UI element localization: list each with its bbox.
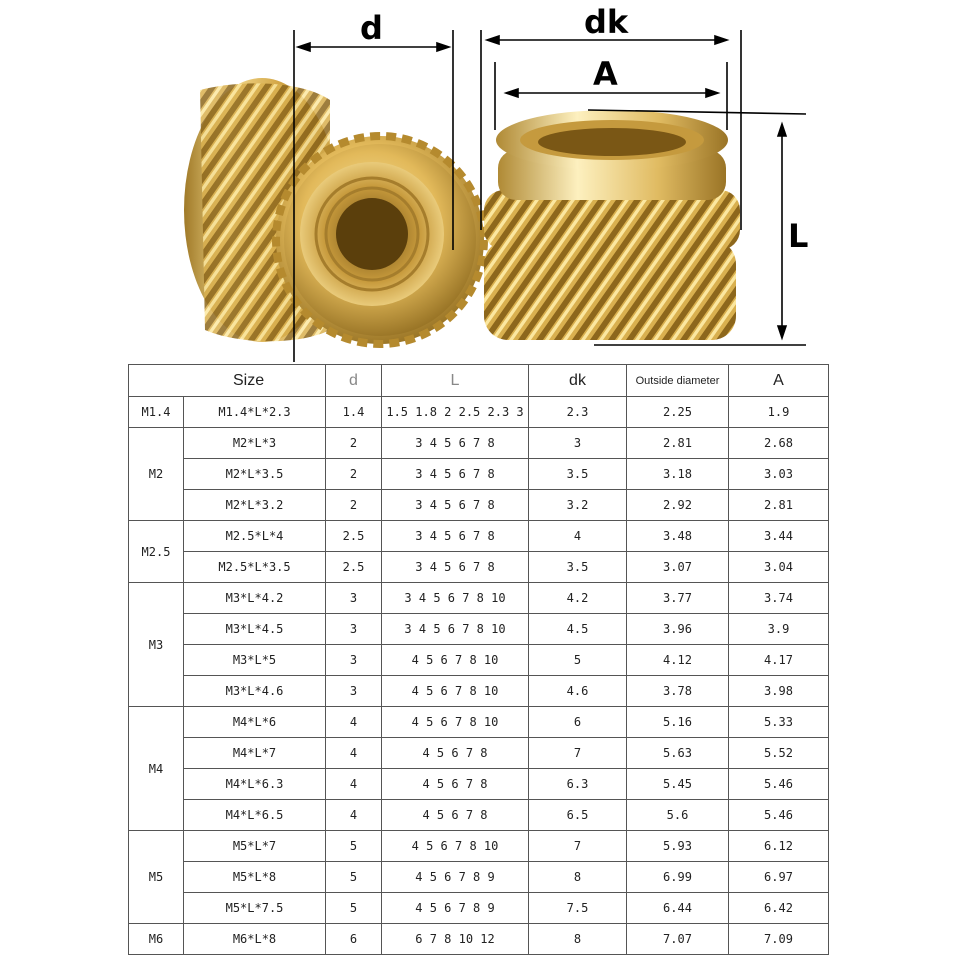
dimension-label-l: L xyxy=(788,217,809,255)
length-options-cell: 1.5 1.8 2 2.5 2.3 3 xyxy=(382,397,529,428)
d-cell: 2.5 xyxy=(326,521,382,552)
size-cell: M3*L*4.2 xyxy=(184,583,326,614)
a-cell: 3.74 xyxy=(729,583,829,614)
dk-cell: 3 xyxy=(529,428,627,459)
a-cell: 1.9 xyxy=(729,397,829,428)
insert-side-view xyxy=(484,110,740,340)
table-row xyxy=(129,614,829,645)
table-row xyxy=(129,862,829,893)
d-cell: 3 xyxy=(326,676,382,707)
size-cell: M3*L*4.6 xyxy=(184,676,326,707)
dk-cell: 3.2 xyxy=(529,490,627,521)
length-options-cell: 3 4 5 6 7 8 xyxy=(382,521,529,552)
d-cell: 4 xyxy=(326,769,382,800)
table-row xyxy=(129,645,829,676)
a-cell: 3.9 xyxy=(729,614,829,645)
table-body xyxy=(129,397,829,955)
d-cell: 2 xyxy=(326,459,382,490)
dk-cell: 5 xyxy=(529,645,627,676)
size-cell: M3*L*4.5 xyxy=(184,614,326,645)
d-cell: 3 xyxy=(326,614,382,645)
outside-diameter-cell: 3.77 xyxy=(627,583,729,614)
dimension-label-d: d xyxy=(360,9,383,47)
table-row xyxy=(129,831,829,862)
size-cell: M4*L*6.5 xyxy=(184,800,326,831)
d-cell: 2 xyxy=(326,490,382,521)
outside-diameter-cell: 3.48 xyxy=(627,521,729,552)
header-dk: dk xyxy=(529,365,627,397)
dk-cell: 8 xyxy=(529,862,627,893)
a-cell: 3.04 xyxy=(729,552,829,583)
dk-cell: 4.2 xyxy=(529,583,627,614)
dk-cell: 7.5 xyxy=(529,893,627,924)
dimension-label-dk: dk xyxy=(584,3,629,41)
a-cell: 5.46 xyxy=(729,800,829,831)
dk-cell: 8 xyxy=(529,924,627,955)
dimension-label-a: A xyxy=(593,55,618,93)
outside-diameter-cell: 7.07 xyxy=(627,924,729,955)
a-cell: 5.52 xyxy=(729,738,829,769)
size-cell: M4*L*7 xyxy=(184,738,326,769)
outside-diameter-cell: 2.25 xyxy=(627,397,729,428)
length-options-cell: 4 5 6 7 8 9 xyxy=(382,862,529,893)
size-cell: M2.5*L*3.5 xyxy=(184,552,326,583)
d-cell: 5 xyxy=(326,862,382,893)
header-d: d xyxy=(326,365,382,397)
outside-diameter-cell: 5.63 xyxy=(627,738,729,769)
outside-diameter-cell: 3.96 xyxy=(627,614,729,645)
dk-cell: 4.5 xyxy=(529,614,627,645)
table-row xyxy=(129,521,829,552)
size-cell: M4*L*6.3 xyxy=(184,769,326,800)
length-options-cell: 4 5 6 7 8 xyxy=(382,769,529,800)
header-size: Size xyxy=(129,365,326,397)
header-l: L xyxy=(382,365,529,397)
dk-cell: 7 xyxy=(529,738,627,769)
length-options-cell: 4 5 6 7 8 10 xyxy=(382,676,529,707)
size-cell: M2.5*L*4 xyxy=(184,521,326,552)
spec-table xyxy=(128,364,829,955)
a-cell: 6.97 xyxy=(729,862,829,893)
a-cell: 2.68 xyxy=(729,428,829,459)
thread-group-cell: M3 xyxy=(129,583,184,707)
length-options-cell: 3 4 5 6 7 8 xyxy=(382,490,529,521)
length-options-cell: 4 5 6 7 8 xyxy=(382,800,529,831)
length-options-cell: 3 4 5 6 7 8 xyxy=(382,428,529,459)
dk-cell: 4.6 xyxy=(529,676,627,707)
size-cell: M4*L*6 xyxy=(184,707,326,738)
insert-face-view xyxy=(184,78,484,344)
header-a: A xyxy=(729,365,829,397)
outside-diameter-cell: 3.18 xyxy=(627,459,729,490)
outside-diameter-cell: 3.07 xyxy=(627,552,729,583)
a-cell: 7.09 xyxy=(729,924,829,955)
thread-group-cell: M2 xyxy=(129,428,184,521)
dk-cell: 6 xyxy=(529,707,627,738)
size-cell: M2*L*3.5 xyxy=(184,459,326,490)
size-cell: M5*L*7.5 xyxy=(184,893,326,924)
a-cell: 5.33 xyxy=(729,707,829,738)
d-cell: 3 xyxy=(326,583,382,614)
a-cell: 3.03 xyxy=(729,459,829,490)
d-cell: 4 xyxy=(326,738,382,769)
size-cell: M2*L*3 xyxy=(184,428,326,459)
a-cell: 5.46 xyxy=(729,769,829,800)
dk-cell: 6.5 xyxy=(529,800,627,831)
table-row xyxy=(129,552,829,583)
length-options-cell: 3 4 5 6 7 8 xyxy=(382,552,529,583)
thread-group-cell: M6 xyxy=(129,924,184,955)
table-row xyxy=(129,707,829,738)
size-cell: M6*L*8 xyxy=(184,924,326,955)
length-options-cell: 4 5 6 7 8 10 xyxy=(382,645,529,676)
a-cell: 3.98 xyxy=(729,676,829,707)
table-row xyxy=(129,583,829,614)
dk-cell: 6.3 xyxy=(529,769,627,800)
dk-cell: 3.5 xyxy=(529,552,627,583)
d-cell: 6 xyxy=(326,924,382,955)
d-cell: 5 xyxy=(326,893,382,924)
outside-diameter-cell: 5.6 xyxy=(627,800,729,831)
d-cell: 1.4 xyxy=(326,397,382,428)
table-row xyxy=(129,428,829,459)
outside-diameter-cell: 6.44 xyxy=(627,893,729,924)
table-row xyxy=(129,397,829,428)
outside-diameter-cell: 6.99 xyxy=(627,862,729,893)
thread-group-cell: M5 xyxy=(129,831,184,924)
d-cell: 3 xyxy=(326,645,382,676)
header-outside-diameter: Outside diameter xyxy=(627,365,729,397)
dk-cell: 7 xyxy=(529,831,627,862)
dk-cell: 2.3 xyxy=(529,397,627,428)
a-cell: 4.17 xyxy=(729,645,829,676)
d-cell: 2 xyxy=(326,428,382,459)
length-options-cell: 3 4 5 6 7 8 10 xyxy=(382,614,529,645)
size-cell: M5*L*8 xyxy=(184,862,326,893)
length-options-cell: 4 5 6 7 8 10 xyxy=(382,707,529,738)
outside-diameter-cell: 2.92 xyxy=(627,490,729,521)
length-options-cell: 3 4 5 6 7 8 xyxy=(382,459,529,490)
thread-group-cell: M4 xyxy=(129,707,184,831)
outside-diameter-cell: 5.93 xyxy=(627,831,729,862)
outside-diameter-cell: 3.78 xyxy=(627,676,729,707)
d-cell: 2.5 xyxy=(326,552,382,583)
a-cell: 6.12 xyxy=(729,831,829,862)
a-cell: 6.42 xyxy=(729,893,829,924)
table-row xyxy=(129,800,829,831)
table-header-row xyxy=(129,365,829,397)
product-illustration xyxy=(0,0,960,362)
table-row xyxy=(129,490,829,521)
size-cell: M2*L*3.2 xyxy=(184,490,326,521)
d-cell: 4 xyxy=(326,800,382,831)
size-cell: M5*L*7 xyxy=(184,831,326,862)
a-cell: 3.44 xyxy=(729,521,829,552)
size-cell: M3*L*5 xyxy=(184,645,326,676)
outside-diameter-cell: 5.45 xyxy=(627,769,729,800)
length-options-cell: 3 4 5 6 7 8 10 xyxy=(382,583,529,614)
table-row xyxy=(129,676,829,707)
length-options-cell: 4 5 6 7 8 9 xyxy=(382,893,529,924)
table-row xyxy=(129,893,829,924)
d-cell: 5 xyxy=(326,831,382,862)
table-row xyxy=(129,738,829,769)
d-cell: 4 xyxy=(326,707,382,738)
outside-diameter-cell: 2.81 xyxy=(627,428,729,459)
table-row xyxy=(129,769,829,800)
dk-cell: 3.5 xyxy=(529,459,627,490)
outside-diameter-cell: 5.16 xyxy=(627,707,729,738)
outside-diameter-cell: 4.12 xyxy=(627,645,729,676)
length-options-cell: 6 7 8 10 12 xyxy=(382,924,529,955)
table-row xyxy=(129,924,829,955)
a-cell: 2.81 xyxy=(729,490,829,521)
length-options-cell: 4 5 6 7 8 xyxy=(382,738,529,769)
thread-group-cell: M2.5 xyxy=(129,521,184,583)
dk-cell: 4 xyxy=(529,521,627,552)
length-options-cell: 4 5 6 7 8 10 xyxy=(382,831,529,862)
size-cell: M1.4*L*2.3 xyxy=(184,397,326,428)
table-row xyxy=(129,459,829,490)
thread-group-cell: M1.4 xyxy=(129,397,184,428)
brass-inserts-drawing xyxy=(0,0,960,362)
